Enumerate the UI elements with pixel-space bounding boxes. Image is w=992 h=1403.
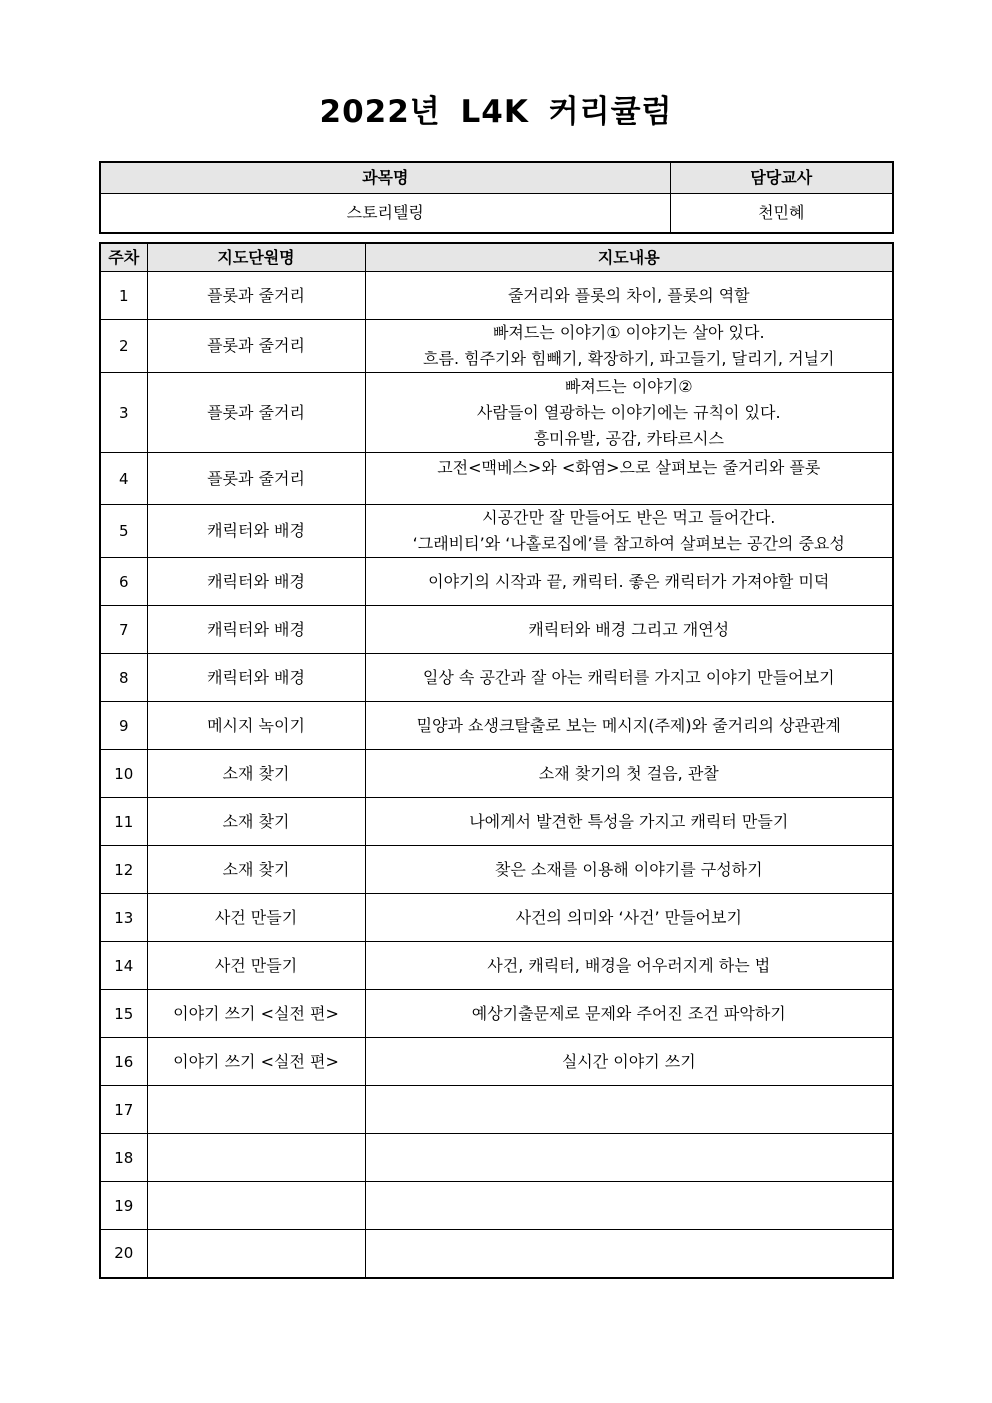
- unit-name: 플롯과 줄거리: [147, 453, 365, 505]
- curriculum-row: [100, 373, 893, 453]
- week-number: 18: [100, 1134, 147, 1182]
- curriculum-row: [100, 654, 893, 702]
- curriculum-row: [100, 453, 893, 505]
- week-number: 8: [100, 654, 147, 702]
- content-cell: [365, 990, 893, 1038]
- unit-name: 소재 찾기: [147, 846, 365, 894]
- content-cell: [365, 505, 893, 558]
- content-cell: [365, 798, 893, 846]
- unit-name: 플롯과 줄거리: [147, 272, 365, 320]
- content-cell: [365, 373, 893, 453]
- curriculum-row: [100, 846, 893, 894]
- content-cell: [365, 558, 893, 606]
- content-line: ‘그래비티’와 ‘나홀로집에’를 참고하여 살펴보는 공간의 중요성: [412, 534, 845, 553]
- content-cell: [365, 1230, 893, 1278]
- week-number: 7: [100, 606, 147, 654]
- week-number: 5: [100, 505, 147, 558]
- curriculum-row: [100, 1134, 893, 1182]
- week-number: 6: [100, 558, 147, 606]
- content-line: 나에게서 발견한 특성을 가지고 캐릭터 만들기: [469, 811, 789, 831]
- content-line: 시공간만 잘 만들어도 반은 먹고 들어간다.: [482, 508, 776, 527]
- content-cell: [365, 846, 893, 894]
- unit-name: 소재 찾기: [147, 750, 365, 798]
- curriculum-row: [100, 942, 893, 990]
- curriculum-row: [100, 505, 893, 558]
- curriculum-row: [100, 272, 893, 320]
- unit-name: 메시지 녹이기: [147, 702, 365, 750]
- content-cell: [365, 1086, 893, 1134]
- curriculum-row: [100, 798, 893, 846]
- week-number: 4: [100, 453, 147, 505]
- week-number: 3: [100, 373, 147, 453]
- content-cell: [365, 1038, 893, 1086]
- week-number: 2: [100, 320, 147, 373]
- content-line: 찾은 소재를 이용해 이야기를 구성하기: [494, 859, 763, 879]
- week-number: 14: [100, 942, 147, 990]
- content-cell: [365, 1182, 893, 1230]
- content-cell: [365, 606, 893, 654]
- curriculum-row: [100, 1182, 893, 1230]
- curriculum-row: [100, 1086, 893, 1134]
- content-cell: [365, 942, 893, 990]
- content-cell: [365, 750, 893, 798]
- content-header: 지도내용: [365, 243, 893, 272]
- course-info-value-row: [100, 194, 893, 234]
- curriculum-row: [100, 1038, 893, 1086]
- unit-name: [147, 1086, 365, 1134]
- unit-name: 소재 찾기: [147, 798, 365, 846]
- week-header: 주차: [100, 243, 147, 272]
- content-cell: [365, 320, 893, 373]
- curriculum-row: [100, 558, 893, 606]
- course-info-header-row: [100, 162, 893, 194]
- content-line: 캐릭터와 배경 그리고 개연성: [528, 619, 730, 639]
- week-number: 11: [100, 798, 147, 846]
- curriculum-row: [100, 894, 893, 942]
- content-cell: [365, 453, 893, 505]
- week-number: 10: [100, 750, 147, 798]
- content-cell: [365, 702, 893, 750]
- content-cell: [365, 894, 893, 942]
- unit-name: 사건 만들기: [147, 894, 365, 942]
- content-line: 줄거리와 플롯의 차이, 플롯의 역할: [507, 285, 750, 305]
- unit-header: 지도단원명: [147, 243, 365, 272]
- week-number: 19: [100, 1182, 147, 1230]
- subject-header: 과목명: [100, 162, 670, 194]
- content-line: 고전<맥베스>와 <화염>으로 살펴보는 줄거리와 플롯: [437, 458, 821, 477]
- unit-name: 캐릭터와 배경: [147, 606, 365, 654]
- content-line: 사건, 캐릭터, 배경을 어우러지게 하는 법: [487, 955, 771, 975]
- course-info-table: [99, 161, 894, 234]
- content-line: 빠져드는 이야기① 이야기는 살아 있다.: [492, 323, 765, 342]
- content-line: 사람들이 열광하는 이야기에는 규칙이 있다.: [476, 402, 781, 422]
- unit-name: 캐릭터와 배경: [147, 558, 365, 606]
- content-line: 밀양과 쇼생크탈출로 보는 메시지(주제)와 줄거리의 상관관계: [416, 715, 841, 735]
- unit-name: 이야기 쓰기 <실전 편>: [147, 990, 365, 1038]
- week-number: 16: [100, 1038, 147, 1086]
- curriculum-row: [100, 320, 893, 373]
- content-line: 이야기의 시작과 끝, 캐릭터. 좋은 캐릭터가 가져야할 미덕: [428, 571, 830, 591]
- week-number: 17: [100, 1086, 147, 1134]
- content-line: 일상 속 공간과 잘 아는 캐릭터를 가지고 이야기 만들어보기: [422, 667, 835, 687]
- teacher-value: 천민혜: [670, 194, 893, 234]
- subject-value: 스토리텔링: [100, 194, 670, 234]
- unit-name: 플롯과 줄거리: [147, 373, 365, 453]
- week-number: 15: [100, 990, 147, 1038]
- week-number: 9: [100, 702, 147, 750]
- content-line: 실시간 이야기 쓰기: [561, 1051, 696, 1071]
- page-title: 2022년 L4K 커리큘럼: [319, 94, 673, 130]
- content-line: 빠져드는 이야기②: [564, 376, 693, 396]
- unit-name: [147, 1230, 365, 1278]
- unit-name: [147, 1182, 365, 1230]
- content-cell: [365, 272, 893, 320]
- week-number: 1: [100, 272, 147, 320]
- content-cell: [365, 1134, 893, 1182]
- unit-name: 플롯과 줄거리: [147, 320, 365, 373]
- unit-name: 캐릭터와 배경: [147, 654, 365, 702]
- curriculum-row: [100, 702, 893, 750]
- unit-name: 캐릭터와 배경: [147, 505, 365, 558]
- content-line: 소재 찾기의 첫 걸음, 관찰: [538, 763, 719, 783]
- curriculum-row: [100, 990, 893, 1038]
- curriculum-header-row: [100, 243, 893, 272]
- unit-name: 사건 만들기: [147, 942, 365, 990]
- curriculum-row: [100, 1230, 893, 1278]
- content-line: 흥미유발, 공감, 카타르시스: [533, 428, 724, 448]
- week-number: 12: [100, 846, 147, 894]
- content-line: 흐름. 힘주기와 힘빼기, 확장하기, 파고들기, 달리기, 거닐기: [423, 349, 835, 368]
- unit-name: [147, 1134, 365, 1182]
- curriculum-table: [99, 242, 894, 1279]
- unit-name: 이야기 쓰기 <실전 편>: [147, 1038, 365, 1086]
- teacher-header: 담당교사: [670, 162, 893, 194]
- week-number: 20: [100, 1230, 147, 1278]
- content-line: 사건의 의미와 ‘사건’ 만들어보기: [515, 907, 742, 927]
- content-line: 예상기출문제로 문제와 주어진 조건 파악하기: [471, 1003, 786, 1023]
- content-cell: [365, 654, 893, 702]
- curriculum-row: [100, 750, 893, 798]
- week-number: 13: [100, 894, 147, 942]
- curriculum-row: [100, 606, 893, 654]
